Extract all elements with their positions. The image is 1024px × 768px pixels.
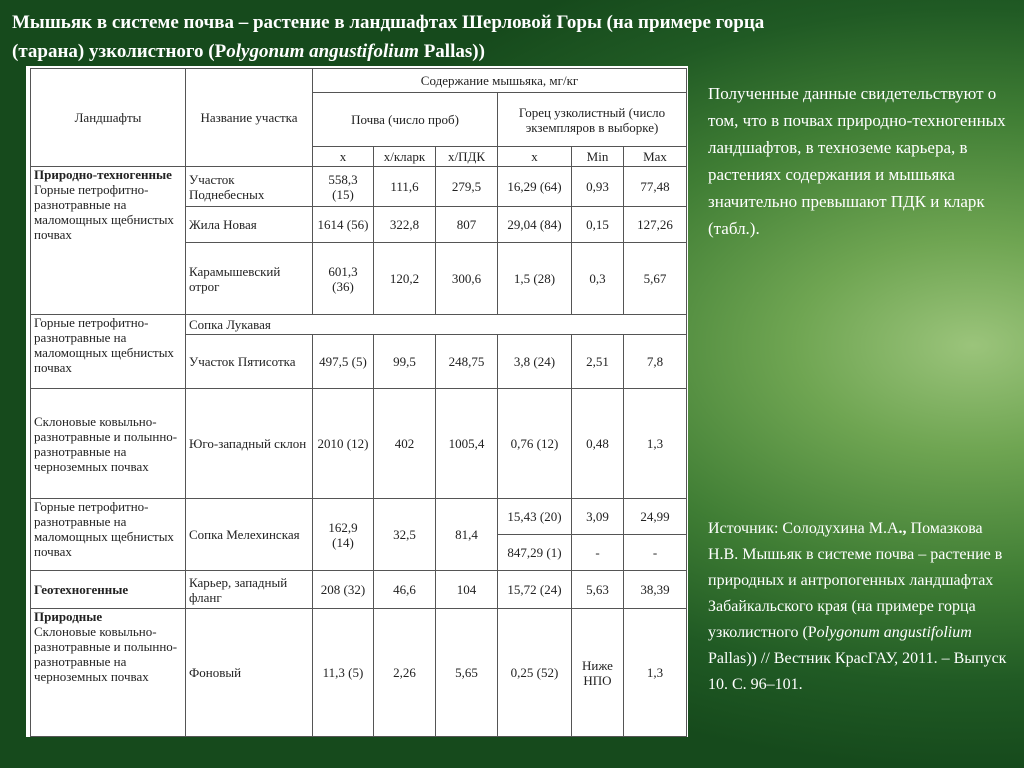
plant-min-cell: 0,3 bbox=[572, 243, 624, 315]
soil-x-cell: 2010 (12) bbox=[313, 389, 374, 499]
plant-max-cell: 77,48 bbox=[624, 167, 687, 207]
plant-max-cell: 1,3 bbox=[624, 389, 687, 499]
header-min: Min bbox=[572, 147, 624, 167]
plant-x-cell: 847,29 (1) bbox=[498, 535, 572, 571]
header-plant-x: x bbox=[498, 147, 572, 167]
landscape-cell bbox=[31, 167, 186, 315]
site-cell: Участок Поднебесных bbox=[186, 167, 313, 207]
soil-clark-cell: 111,6 bbox=[374, 167, 436, 207]
title-line-2-part-c: Pallas bbox=[418, 41, 473, 62]
header-site-name: Название участка bbox=[186, 69, 313, 167]
site-cell: Жила Новая bbox=[186, 207, 313, 243]
header-plant: Горец узколистный (число экземпляров в выборке) bbox=[498, 93, 687, 147]
soil-pdk-cell: 807 bbox=[436, 207, 498, 243]
plant-x-cell: 15,43 (20) bbox=[498, 499, 572, 535]
source-part-c: Помазкова Н.В. Мышьяк в системе почва – растение в природных и антропогенных ландшафтах Забайкальского края (на примере горца узколистного (P bbox=[708, 520, 1003, 641]
site-cell: Сопка Мелехинская bbox=[186, 499, 313, 571]
site-cell: Карамышевский отрог bbox=[186, 243, 313, 315]
plant-max-cell: 24,99 bbox=[624, 499, 687, 535]
arsenic-table bbox=[30, 68, 687, 737]
header-landscapes: Ландшафты bbox=[31, 69, 186, 167]
site-cell: Фоновый bbox=[186, 609, 313, 737]
plant-x-cell: 15,72 (24) bbox=[498, 571, 572, 609]
table-row bbox=[31, 389, 687, 499]
soil-clark-cell: 46,6 bbox=[374, 571, 436, 609]
source-part-a: Источник: Солодухина М.А bbox=[708, 520, 899, 537]
source-part-e: Pallas bbox=[708, 650, 747, 667]
table-panel bbox=[26, 66, 688, 737]
soil-pdk-cell: 104 bbox=[436, 571, 498, 609]
conclusion-text: Полученные данные свидетельствуют о том, что в почвах природно-техногенных ландшафтов, в техноземе карьера, в растениях содержания и мышьяка значительно превышают ПДК и кларк (табл.). bbox=[708, 84, 1006, 238]
plant-max-cell: 1,3 bbox=[624, 609, 687, 737]
soil-clark-cell: 99,5 bbox=[374, 335, 436, 389]
table-row bbox=[31, 167, 687, 207]
soil-x-cell: 208 (32) bbox=[313, 571, 374, 609]
soil-x-cell: 11,3 (5) bbox=[313, 609, 374, 737]
table-row bbox=[31, 315, 687, 335]
plant-min-cell: 2,51 bbox=[572, 335, 624, 389]
site-cell: Участок Пятисотка bbox=[186, 335, 313, 389]
table-row bbox=[31, 499, 687, 535]
source-citation bbox=[708, 516, 1008, 698]
plant-x-cell: 1,5 (28) bbox=[498, 243, 572, 315]
plant-min-cell: 5,63 bbox=[572, 571, 624, 609]
plant-min-cell: 0,15 bbox=[572, 207, 624, 243]
landscape-cell bbox=[31, 571, 186, 609]
table-row bbox=[31, 609, 687, 737]
soil-pdk-cell: 248,75 bbox=[436, 335, 498, 389]
plant-min-cell: 3,09 bbox=[572, 499, 624, 535]
header-arsenic-content: Содержание мышьяка, мг/кг bbox=[313, 69, 687, 93]
landscape-cell bbox=[31, 499, 186, 571]
landscape-category: Геотехногенные bbox=[34, 582, 129, 597]
plant-min-cell: 0,93 bbox=[572, 167, 624, 207]
soil-pdk-cell: 5,65 bbox=[436, 609, 498, 737]
soil-pdk-cell: 300,6 bbox=[436, 243, 498, 315]
soil-pdk-cell: 1005,4 bbox=[436, 389, 498, 499]
soil-x-cell: 558,3 (15) bbox=[313, 167, 374, 207]
landscape-category: Природно-техногенные bbox=[34, 167, 172, 182]
source-latin-name: olygonum angustifolium bbox=[816, 624, 972, 641]
header-x-clark: x/кларк bbox=[374, 147, 436, 167]
title-line-2-part-a: (тарана) узколистного (P bbox=[12, 41, 227, 62]
soil-clark-cell: 402 bbox=[374, 389, 436, 499]
site-cell: Сопка Лукавая bbox=[186, 315, 687, 335]
soil-clark-cell: 32,5 bbox=[374, 499, 436, 571]
title-line-2-part-d: )) bbox=[472, 41, 485, 62]
plant-min-cell: 0,48 bbox=[572, 389, 624, 499]
plant-max-cell: - bbox=[624, 535, 687, 571]
source-part-f: )) // Вестник КрасГАУ, 2011. – Выпуск 10. С. 96–101. bbox=[708, 650, 1007, 693]
landscape-category: Природные bbox=[34, 609, 103, 624]
soil-x-cell: 497,5 (5) bbox=[313, 335, 374, 389]
plant-max-cell: 7,8 bbox=[624, 335, 687, 389]
plant-x-cell: 16,29 (64) bbox=[498, 167, 572, 207]
landscape-cell bbox=[31, 315, 186, 389]
table-row bbox=[31, 571, 687, 609]
header-x-pdk: x/ПДК bbox=[436, 147, 498, 167]
source-part-b: ., bbox=[898, 520, 911, 537]
title-line-1: Мышьяк в системе почва – растение в ландшафтах Шерловой Горы (на примере горца bbox=[12, 12, 765, 33]
plant-x-cell: 0,25 (52) bbox=[498, 609, 572, 737]
header-max: Max bbox=[624, 147, 687, 167]
landscape-description: Склоновые ковыльно-разнотравные и полынно-разнотравные на черноземных почвах bbox=[34, 413, 178, 474]
plant-x-cell: 0,76 (12) bbox=[498, 389, 572, 499]
plant-max-cell: 38,39 bbox=[624, 571, 687, 609]
soil-clark-cell: 120,2 bbox=[374, 243, 436, 315]
plant-x-cell: 29,04 (84) bbox=[498, 207, 572, 243]
soil-pdk-cell: 81,4 bbox=[436, 499, 498, 571]
soil-clark-cell: 2,26 bbox=[374, 609, 436, 737]
title-latin-name: olygonum angustifolium bbox=[226, 41, 419, 62]
soil-x-cell: 162,9 (14) bbox=[313, 499, 374, 571]
landscape-description: Горные петрофитно-разнотравные на маломощных щебнистых почвах bbox=[34, 182, 174, 242]
landscape-description: Горные петрофитно-разнотравные на маломощных щебнистых почвах bbox=[34, 315, 174, 375]
plant-max-cell: 5,67 bbox=[624, 243, 687, 315]
landscape-cell bbox=[31, 389, 186, 499]
plant-max-cell: 127,26 bbox=[624, 207, 687, 243]
header-soil: Почва (число проб) bbox=[313, 93, 498, 147]
soil-x-cell: 601,3 (36) bbox=[313, 243, 374, 315]
site-cell: Юго-западный склон bbox=[186, 389, 313, 499]
plant-min-cell: Ниже НПО bbox=[572, 609, 624, 737]
slide-title bbox=[12, 8, 1012, 66]
header-x: x bbox=[313, 147, 374, 167]
plant-min-cell: - bbox=[572, 535, 624, 571]
soil-clark-cell: 322,8 bbox=[374, 207, 436, 243]
landscape-description: Горные петрофитно-разнотравные на маломощных щебнистых почвах bbox=[34, 499, 174, 559]
soil-pdk-cell: 279,5 bbox=[436, 167, 498, 207]
landscape-cell bbox=[31, 609, 186, 737]
soil-x-cell: 1614 (56) bbox=[313, 207, 374, 243]
landscape-description: Склоновые ковыльно-разнотравные и полынно-разнотравные на черноземных почвах bbox=[34, 624, 178, 684]
plant-x-cell: 3,8 (24) bbox=[498, 335, 572, 389]
site-cell: Карьер, западный фланг bbox=[186, 571, 313, 609]
